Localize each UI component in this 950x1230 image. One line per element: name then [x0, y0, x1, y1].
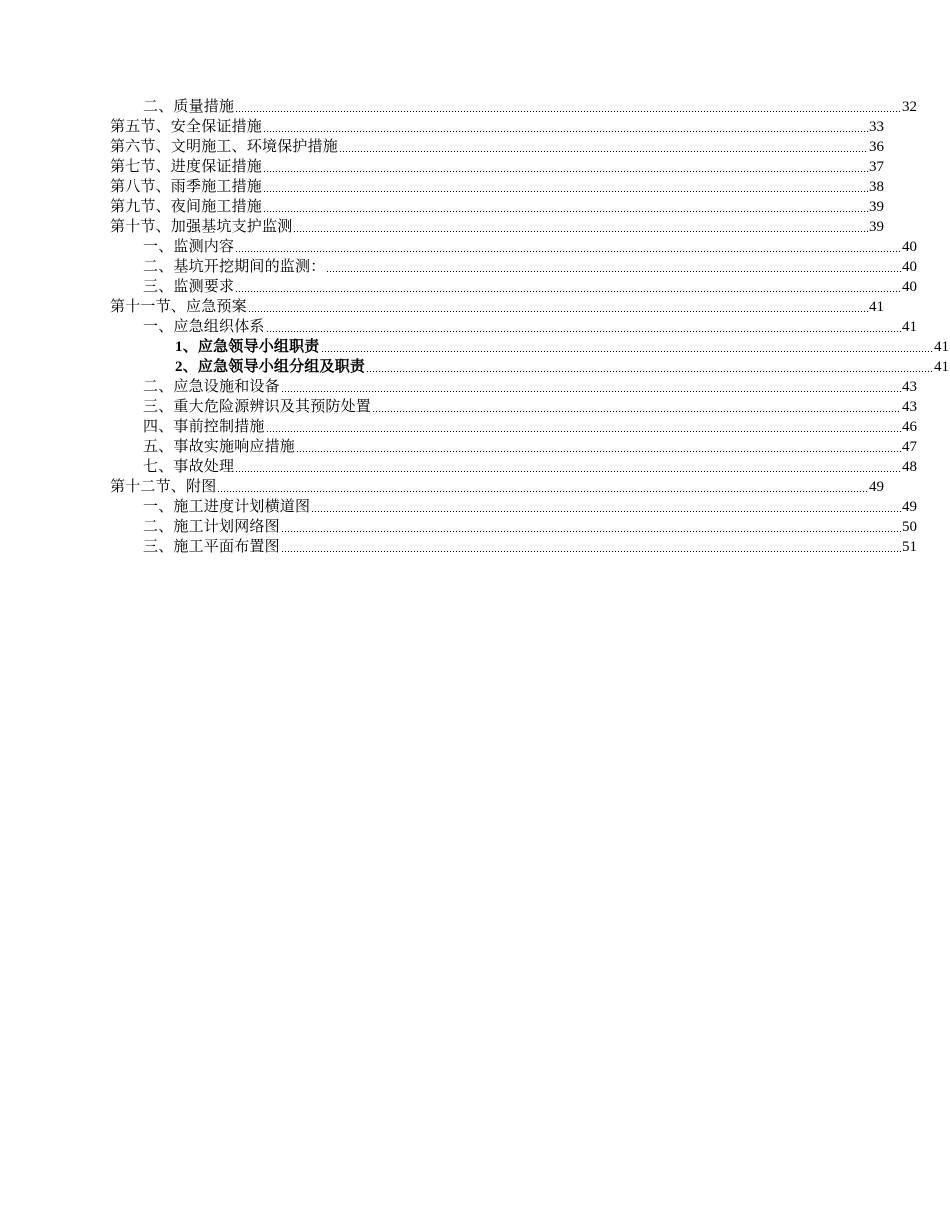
- toc-entry[interactable]: [110, 417, 917, 437]
- toc-dot-leader: [266, 431, 901, 432]
- toc-entry-page: 38: [869, 179, 884, 195]
- toc-entry-title: 第十节、加强基坑支护监测: [110, 219, 293, 235]
- toc-dot-leader: [235, 111, 901, 112]
- toc-entry-page: 41: [869, 299, 884, 315]
- toc-entry-page: 49: [869, 479, 884, 495]
- toc-entry[interactable]: [110, 477, 884, 497]
- toc-dot-leader: [366, 371, 933, 372]
- toc-entry[interactable]: [110, 217, 884, 237]
- toc-entry-page: 39: [869, 219, 884, 235]
- toc-entry-page: 40: [902, 259, 917, 275]
- toc-entry-page: 48: [902, 459, 917, 475]
- toc-dot-leader: [326, 271, 901, 272]
- toc-entry[interactable]: [110, 397, 917, 417]
- toc-entry-page: 39: [869, 199, 884, 215]
- toc-entry[interactable]: [110, 297, 884, 317]
- toc-dot-leader: [235, 291, 901, 292]
- toc-entry[interactable]: [110, 437, 917, 457]
- toc-entry-page: 33: [869, 119, 884, 135]
- toc-entry-title: 二、基坑开挖期间的监测：: [143, 259, 326, 275]
- toc-entry[interactable]: [110, 517, 917, 537]
- toc-entry-title: 第十二节、附图: [110, 479, 217, 495]
- toc-dot-leader: [321, 351, 933, 352]
- toc-dot-leader: [293, 231, 868, 232]
- toc-entry[interactable]: [110, 497, 917, 517]
- toc-entry-page: 49: [902, 499, 917, 515]
- toc-entry-title: 二、质量措施: [143, 99, 235, 115]
- toc-entry-title: 二、施工计划网络图: [143, 519, 280, 535]
- toc-entry-page: 41: [934, 359, 949, 375]
- toc-dot-leader: [235, 471, 901, 472]
- toc-entry[interactable]: [110, 317, 917, 337]
- toc-entry-title: 第七节、进度保证措施: [110, 159, 263, 175]
- toc-entry-title: 一、施工进度计划横道图: [143, 499, 311, 515]
- toc-entry-title: 三、重大危险源辨识及其预防处置: [143, 399, 372, 415]
- toc-entry-page: 41: [902, 319, 917, 335]
- toc-entry-title: 第五节、安全保证措施: [110, 119, 263, 135]
- toc-entry[interactable]: [110, 257, 917, 277]
- toc-entry-title: 三、监测要求: [143, 279, 235, 295]
- toc-entry-title: 第九节、夜间施工措施: [110, 199, 263, 215]
- toc-dot-leader: [372, 411, 901, 412]
- toc-entry-title: 二、应急设施和设备: [143, 379, 280, 395]
- toc-dot-leader: [263, 191, 868, 192]
- toc-dot-leader: [217, 491, 868, 492]
- toc-entry-page: 41: [934, 339, 949, 355]
- toc-entry[interactable]: [110, 237, 917, 257]
- toc-entry[interactable]: [110, 377, 917, 397]
- toc-entry[interactable]: [110, 177, 884, 197]
- toc-entry-page: 37: [869, 159, 884, 175]
- toc-dot-leader: [311, 511, 901, 512]
- toc-entry[interactable]: [110, 337, 949, 357]
- toc-dot-leader: [281, 551, 901, 552]
- toc-entry-page: 46: [902, 419, 917, 435]
- toc-entry-title: 七、事故处理: [143, 459, 235, 475]
- toc-entry-title: 一、监测内容: [143, 239, 235, 255]
- toc-dot-leader: [266, 331, 901, 332]
- toc-entry-title: 第十一节、应急预案: [110, 299, 247, 315]
- toc-dot-leader: [281, 391, 901, 392]
- toc-entry[interactable]: [110, 537, 917, 557]
- toc-dot-leader: [339, 151, 868, 152]
- toc-entry-page: 43: [902, 379, 917, 395]
- toc-entry-title: 第八节、雨季施工措施: [110, 179, 263, 195]
- toc-entry-page: 50: [902, 519, 917, 535]
- toc-entry-page: 36: [869, 139, 884, 155]
- toc-entry[interactable]: [110, 137, 884, 157]
- toc-entry-page: 40: [902, 279, 917, 295]
- toc-entry-title: 五、事故实施响应措施: [143, 439, 296, 455]
- toc-entry-page: 43: [902, 399, 917, 415]
- toc-entry-page: 40: [902, 239, 917, 255]
- toc-entry-page: 32: [902, 99, 917, 115]
- toc-entry-title: 第六节、文明施工、环境保护措施: [110, 139, 339, 155]
- toc-dot-leader: [248, 311, 868, 312]
- toc-dot-leader: [235, 251, 901, 252]
- toc-dot-leader: [296, 451, 901, 452]
- toc-dot-leader: [281, 531, 901, 532]
- toc-entry[interactable]: [110, 457, 917, 477]
- toc-entry[interactable]: [110, 197, 884, 217]
- toc-dot-leader: [263, 171, 868, 172]
- toc-entry[interactable]: [110, 97, 917, 117]
- toc-entry[interactable]: [110, 277, 917, 297]
- toc-entry-page: 47: [902, 439, 917, 455]
- toc-entry-title: 2、应急领导小组分组及职责: [175, 359, 366, 375]
- toc-entry[interactable]: [110, 117, 884, 137]
- toc-entry-page: 51: [902, 539, 917, 555]
- toc-dot-leader: [263, 131, 868, 132]
- toc-entry-title: 三、施工平面布置图: [143, 539, 280, 555]
- toc-entry-title: 1、应急领导小组职责: [175, 339, 320, 355]
- toc-entry-title: 一、应急组织体系: [143, 319, 265, 335]
- toc-entry[interactable]: [110, 357, 949, 377]
- toc-entry-title: 四、事前控制措施: [143, 419, 265, 435]
- toc-entry[interactable]: [110, 157, 884, 177]
- table-of-contents: [0, 97, 950, 557]
- toc-dot-leader: [263, 211, 868, 212]
